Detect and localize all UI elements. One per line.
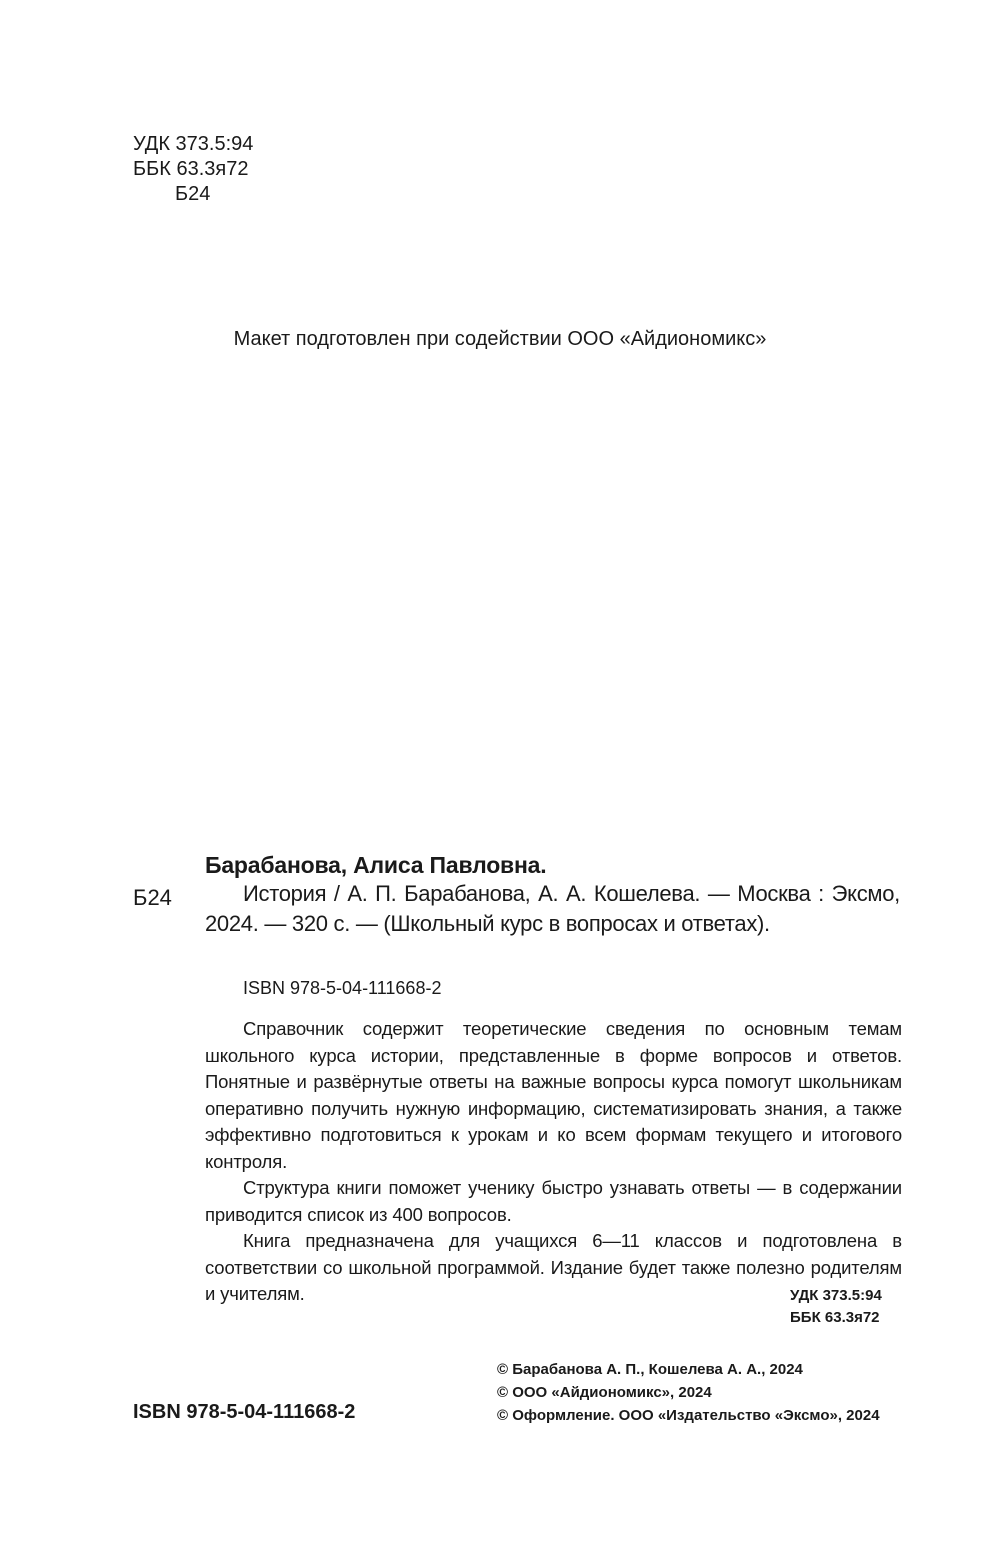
copyright-block bbox=[497, 1358, 880, 1427]
annotation bbox=[205, 1016, 902, 1308]
copyright-line: © ООО «Айдиономикс», 2024 bbox=[497, 1384, 712, 1401]
annotation-paragraph: Книга предназначена для учащихся 6—11 классов и подготовлена в соответствии со школьной программой. Издание будет также полезно родителям и учителям. bbox=[205, 1230, 902, 1304]
footer-udk: УДК 373.5:94 bbox=[790, 1287, 882, 1304]
author-name: Барабанова, Алиса Павловна. bbox=[205, 852, 547, 878]
bibliographic-record bbox=[205, 851, 900, 939]
isbn-record: ISBN 978-5-04-111668-2 bbox=[243, 978, 442, 998]
udk-code: УДК 373.5:94 bbox=[133, 133, 254, 155]
layout-credit: Макет подготовлен при содействии ООО «Айдиономикс» bbox=[233, 328, 767, 350]
copyright-line: © Оформление. ООО «Издательство «Эксмо», 2024 bbox=[497, 1407, 880, 1424]
footer-isbn: ISBN 978-5-04-111668-2 bbox=[133, 1401, 356, 1423]
bbk-code: ББК 63.3я72 bbox=[133, 158, 249, 180]
footer-bbk: ББК 63.3я72 bbox=[790, 1309, 880, 1326]
bibliographic-side-code: Б24 bbox=[133, 885, 172, 910]
annotation-paragraph: Справочник содержит теоретические сведения по основным темам школьного курса истории, представленные в форме вопросов и ответов. Понятные и развёрнутые ответы на важные вопросы курса помогут школьникам оперативно получить нужную информацию, систематизировать знания, а также эффективно подготовиться к урокам и ко всем формам текущего и итогового контроля. bbox=[205, 1018, 902, 1172]
author-code: Б24 bbox=[175, 183, 211, 205]
title-description: История / А. П. Барабанова, А. А. Кошелева. — Москва : Эксмо, 2024. — 320 с. — (Школьный курс в вопросах и ответах). bbox=[205, 881, 900, 936]
annotation-paragraph: Структура книги поможет ученику быстро узнавать ответы — в содержании приводится список из 400 вопросов. bbox=[205, 1177, 902, 1225]
copyright-line: © Барабанова А. П., Кошелева А. А., 2024 bbox=[497, 1361, 803, 1378]
footer-classification bbox=[790, 1285, 882, 1329]
classification-block bbox=[133, 132, 253, 207]
